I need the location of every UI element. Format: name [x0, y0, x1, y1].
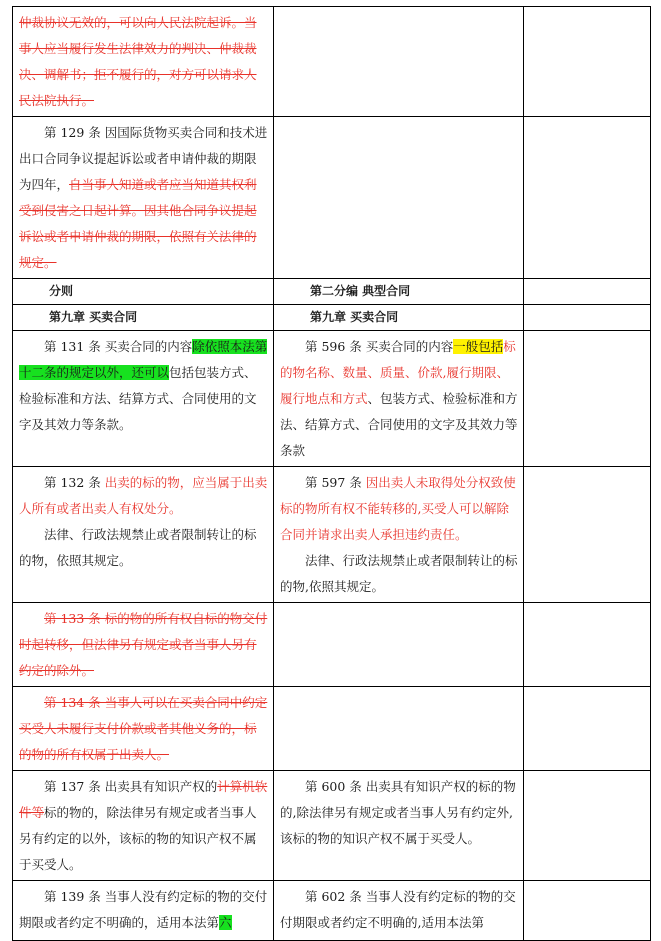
table-row [13, 603, 651, 687]
mid-cell [274, 881, 524, 941]
note-cell [524, 117, 651, 279]
section-header-row [13, 279, 651, 305]
mid-cell [274, 467, 524, 603]
note-cell [524, 331, 651, 467]
article-text: 第 137 条 出卖具有知识产权的 [44, 779, 218, 794]
table-row [13, 331, 651, 467]
section-title: 第二分编 典型合同 [310, 284, 411, 298]
table-row [13, 881, 651, 941]
mid-cell [274, 7, 524, 117]
left-cell [13, 467, 274, 603]
table-row [13, 687, 651, 771]
article-text: 第 600 条 出卖具有知识产权的标的物的,除法律另有规定或者当事人另有约定外,该标的物的知识产权不属于买受人。 [280, 779, 516, 846]
mid-cell [274, 771, 524, 881]
comparison-table [12, 6, 651, 941]
deleted-text: 自当事人知道或者应当知道其权利受到侵害之日起计算。因其他合同争议提起诉讼或者申请仲裁的期限，依照有关法律的规定。 [19, 177, 257, 270]
left-cell [13, 881, 274, 941]
mid-cell [274, 331, 524, 467]
note-cell [524, 7, 651, 117]
article-text: 第 132 条 [44, 475, 105, 490]
highlighted-text: 六 [219, 915, 232, 930]
article-text: 第 131 条 买卖合同的内容 [44, 339, 193, 354]
left-cell [13, 331, 274, 467]
chapter-title: 第九章 买卖合同 [310, 310, 399, 324]
deleted-text: 第 133 条 标的物的所有权自标的物交付时起转移，但法律另有规定或者当事人另有约定的除外。 [19, 611, 268, 678]
left-cell [13, 305, 274, 331]
deleted-text: 第 134 条 当事人可以在买卖合同中约定买受人未履行支付价款或者其他义务的，标的物的所有权属于出卖人。 [19, 695, 268, 762]
highlighted-text: 除依照本法第十二条的规定以外，还可以 [19, 339, 268, 380]
chapter-title: 第九章 买卖合同 [49, 310, 138, 324]
left-cell [13, 117, 274, 279]
left-cell [13, 7, 274, 117]
article-paragraph: 法律、行政法规禁止或者限制转让的标的物,依照其规定。 [280, 553, 518, 594]
chapter-header-row [13, 305, 651, 331]
article-text: 第 139 条 当事人没有约定标的物的交付期限或者约定不明确的，适用本法第 [19, 889, 268, 930]
note-cell [524, 603, 651, 687]
table-row [13, 7, 651, 117]
article-text: 包括包装方式、检验标准和方法、结算方式、合同使用的文字及其效力等条款。 [19, 365, 257, 432]
deleted-text: 仲裁协议无效的，可以向人民法院起诉。当事人应当履行发生法律效力的判决、仲裁裁决、调解书；拒不履行的，对方可以请求人民法院执行。 [19, 15, 257, 108]
article-text: 第 597 条 [305, 475, 366, 490]
left-cell [13, 771, 274, 881]
note-cell [524, 467, 651, 603]
note-cell [524, 881, 651, 941]
article-paragraph: 法律、行政法规禁止或者限制转让的标的物，依照其规定。 [19, 527, 257, 568]
table-row [13, 771, 651, 881]
note-cell [524, 279, 651, 305]
left-cell [13, 603, 274, 687]
note-cell [524, 305, 651, 331]
mid-cell [274, 117, 524, 279]
mid-cell [274, 687, 524, 771]
section-title: 分则 [49, 284, 74, 298]
highlighted-text: 一般包括 [453, 339, 504, 354]
changed-text: 出卖的标的物，应当属于出卖人所有或者出卖人有权处分。 [19, 475, 268, 516]
note-cell [524, 771, 651, 881]
table-row [13, 117, 651, 279]
mid-cell [274, 603, 524, 687]
added-text: 因出卖人未取得处分权致使标的物所有权不能转移的,买受人可以解除合同并请求出卖人承担违约责任。 [280, 475, 516, 542]
article-text: 第 129 条 因国际货物买卖合同和技术进出口合同争议提起诉讼或者申请仲裁的期限为四年， [19, 125, 268, 192]
article-text: 、包装方式、检验标准和方法、结算方式、合同使用的文字及其效力等条款 [280, 391, 518, 458]
article-text: 第 602 条 当事人没有约定标的物的交付期限或者约定不明确的,适用本法第 [280, 889, 516, 930]
article-text: 标的物的，除法律另有规定或者当事人另有约定的以外，该标的物的知识产权不属于买受人。 [19, 805, 257, 872]
mid-cell [274, 279, 524, 305]
deleted-text: 计算机软件等 [19, 779, 268, 820]
added-text: 标的物名称、数量、质量、价款,履行期限、履行地点和方式 [280, 339, 516, 406]
left-cell [13, 687, 274, 771]
note-cell [524, 687, 651, 771]
left-cell [13, 279, 274, 305]
mid-cell [274, 305, 524, 331]
table-row [13, 467, 651, 603]
article-text: 第 596 条 买卖合同的内容 [305, 339, 454, 354]
